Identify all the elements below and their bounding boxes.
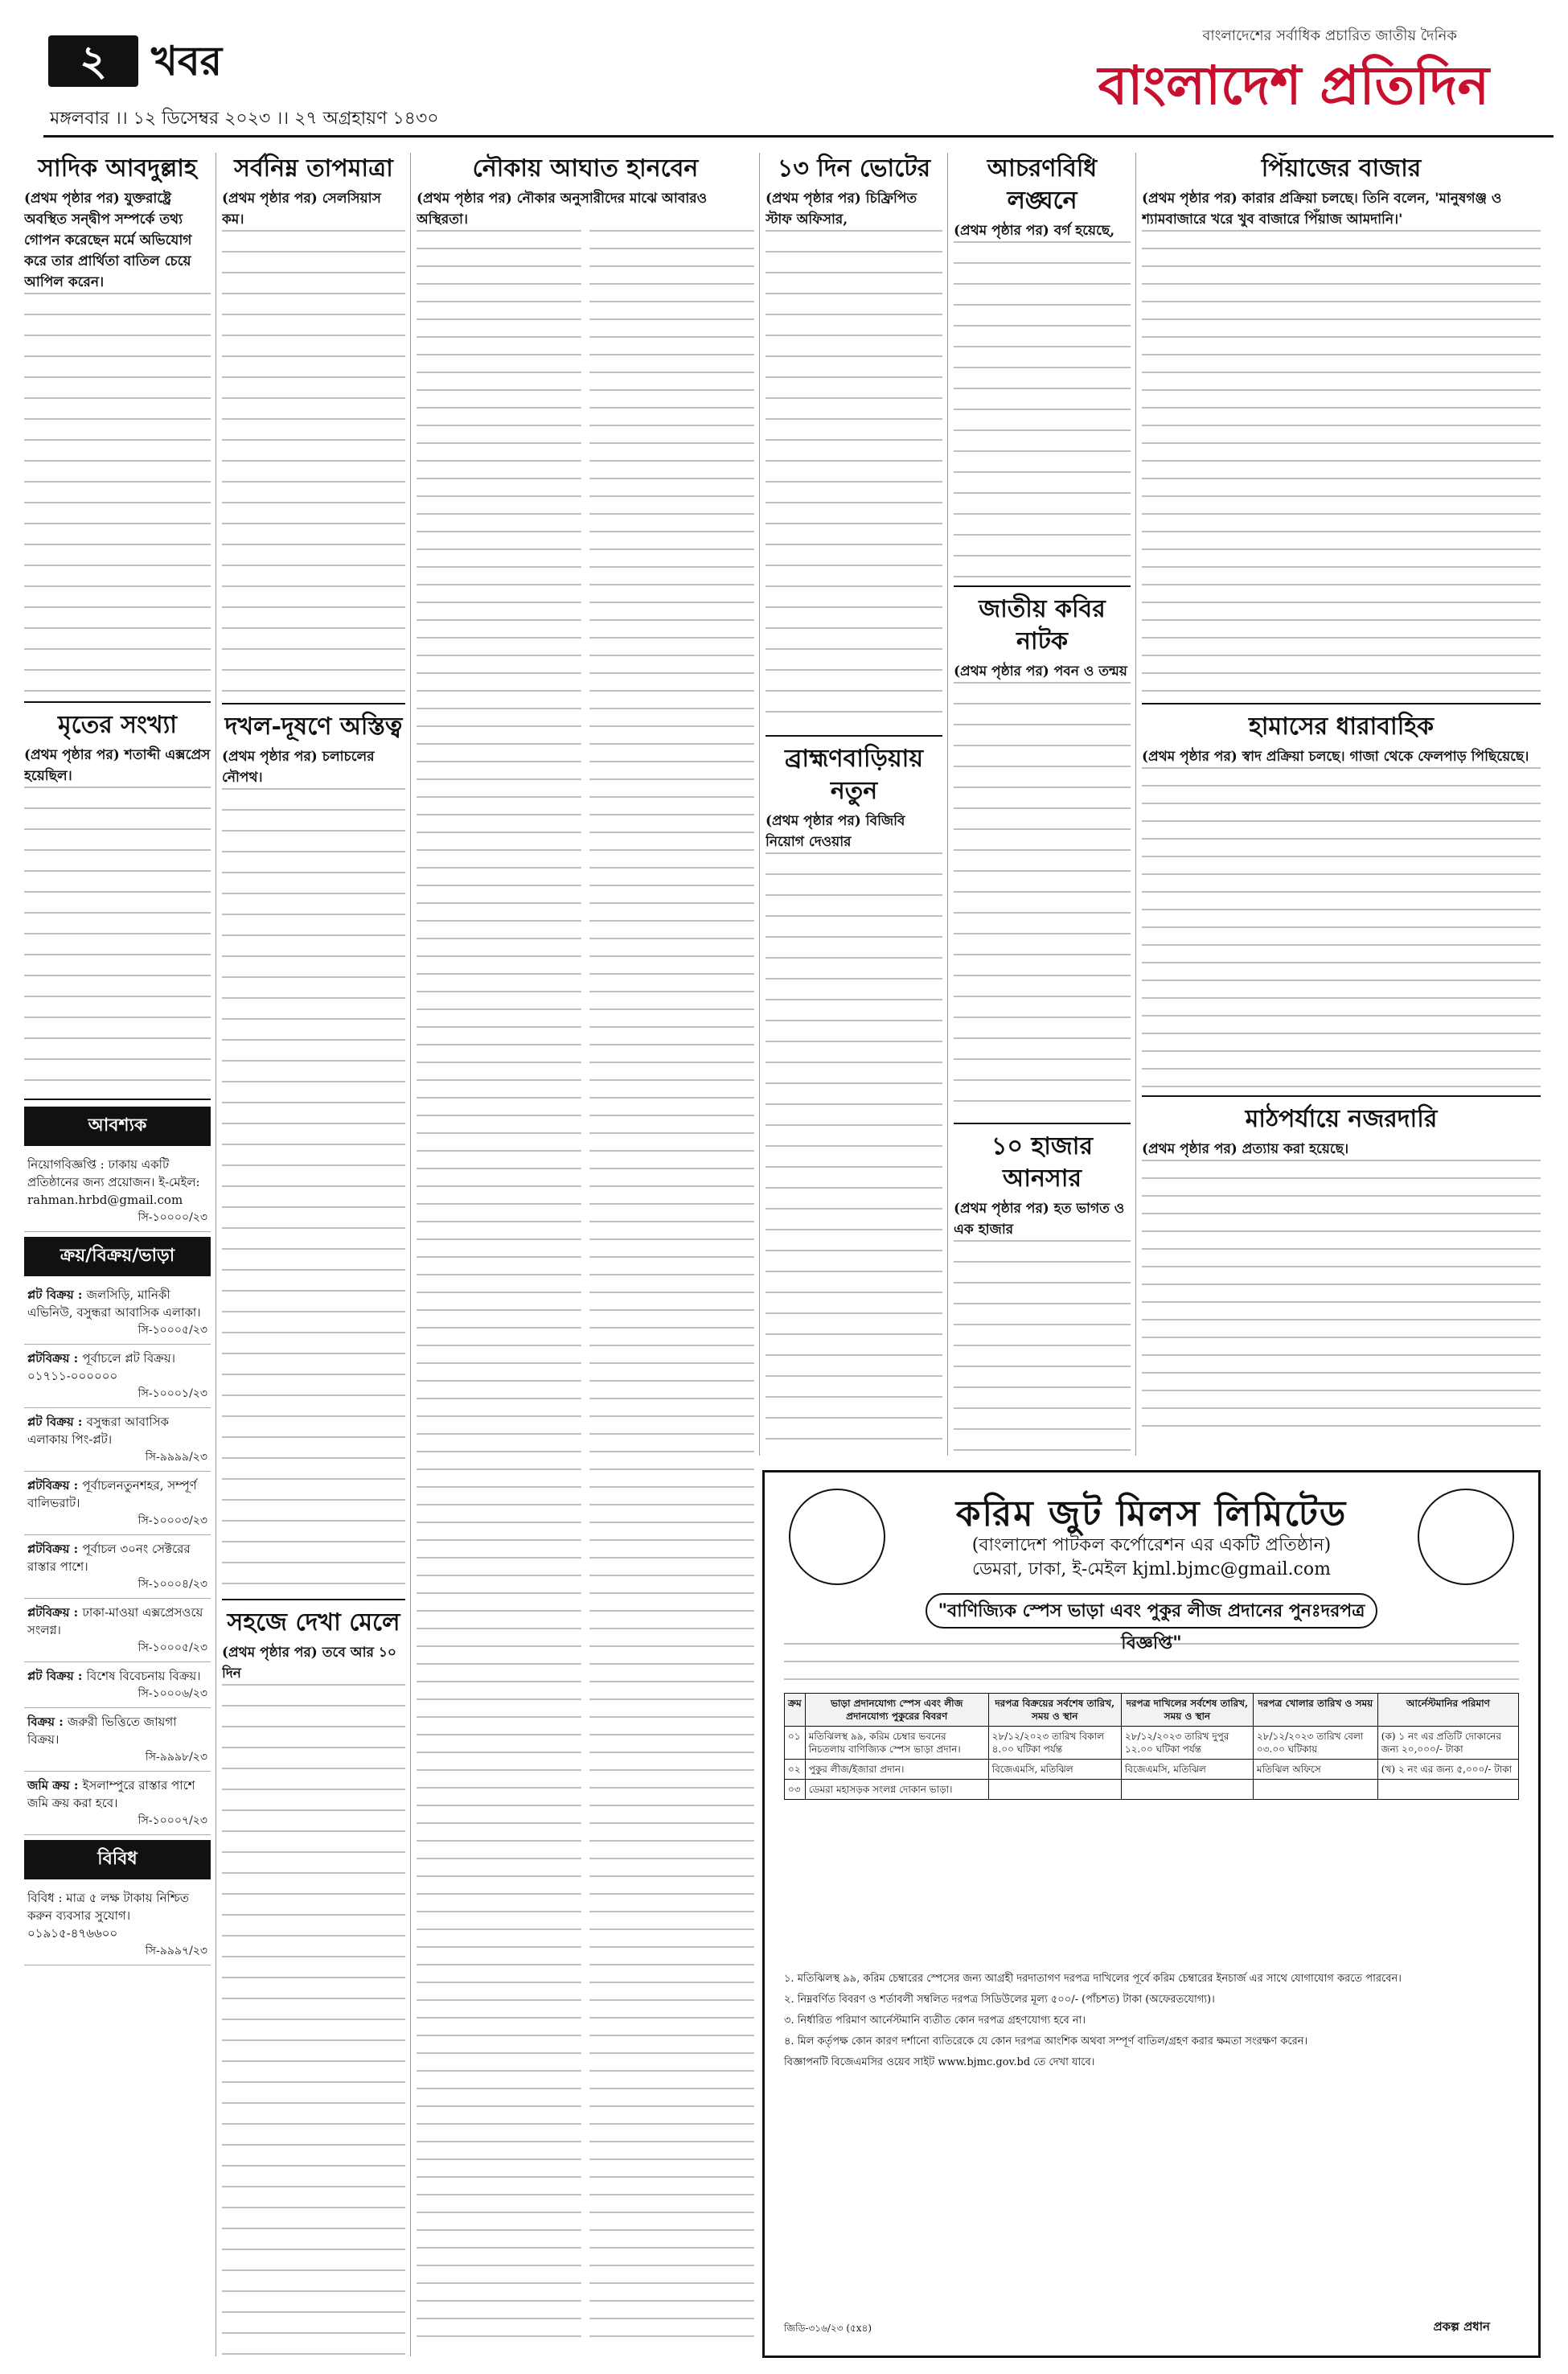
- table-cell: বিজেএমসি, মতিঝিল: [988, 1760, 1121, 1780]
- table-cell: ০১: [785, 1727, 806, 1760]
- table-header-cell: দরপত্র খোলার তারিখ ও সময়: [1253, 1694, 1377, 1727]
- classified-ref: সি-৯৯৯৮/২৩: [145, 1751, 207, 1764]
- story-headline: জাতীয় কবির নাটক: [979, 595, 1106, 655]
- classified-text: ইসলাম্পুরে রাস্তার পাশে জমি ক্রয় করা হবে।: [27, 1778, 195, 1810]
- story-headline: পিঁয়াজের বাজার: [1261, 154, 1422, 183]
- divider: [24, 1099, 211, 1100]
- bjmc-logo-icon: [789, 1489, 885, 1585]
- classified-item: [24, 1772, 211, 1835]
- table-cell: ২৮/১২/২০২৩ তারিখ বিকাল ৪.০০ ঘটিকা পর্যন্ত: [988, 1727, 1121, 1760]
- classified-ref: সি-১০০০১/২৩: [138, 1387, 207, 1400]
- divider: [954, 1123, 1131, 1124]
- table-cell: ডেমরা মহাসড়ক সংলগ্ন দোকান ভাড়া।: [805, 1780, 988, 1800]
- story-lead: (প্রথম পৃষ্ঠার পর) পবন ও তন্ময়: [954, 663, 1127, 680]
- classified-label: প্লটবিক্রয় :: [27, 1605, 83, 1620]
- classified-ref: সি-১০০০৫/২৩: [138, 1641, 207, 1654]
- story-headline: ব্রাহ্মণবাড়িয়ায় নতুন: [784, 745, 923, 805]
- table-cell: বিজেএমসি, মতিঝিল: [1121, 1760, 1253, 1780]
- column-2: [222, 153, 405, 2356]
- brand-tagline: বাংলাদেশের সর্বাধিক প্রচারিত জাতীয় দৈনিক: [1202, 27, 1457, 44]
- classified-item: [24, 1345, 211, 1408]
- brand-logo: বাংলাদেশ প্রতিদিন: [1098, 55, 1489, 117]
- classified-list: [24, 1281, 211, 1835]
- ad-note: ২. নিম্নবর্ণিত বিবরণ ও শর্তাবলী সম্বলিত দরপত্র সিডিউলের মূল্য ৫০০/- (পাঁচশত) টাকা (অফেরতযোগ্য)।: [784, 1994, 1215, 2006]
- divider: [222, 703, 405, 704]
- ad-title: করিম জুট মিলস লিমিটেড: [955, 1493, 1348, 1534]
- column-3: [417, 153, 754, 2356]
- story-body: [766, 230, 942, 729]
- table-row: [785, 1760, 1519, 1780]
- table-body: [785, 1727, 1519, 1800]
- classified-label: জমি ক্রয় :: [27, 1778, 83, 1793]
- masthead: [14, 14, 1554, 137]
- classified-label: বিক্রয় :: [27, 1715, 68, 1729]
- story-lead: (প্রথম পৃষ্ঠার পর) বিজিবি নিয়োগ দেওয়ার: [766, 813, 905, 850]
- ad-subtitle: [901, 1534, 1402, 1582]
- story-lead: (প্রথম পৃষ্ঠার পর) প্রত্যায় করা হয়েছে।: [1142, 1141, 1349, 1157]
- notice-text: নিয়োগবিজ্ঞপ্তি : ঢাকায় একটি প্রতিষ্ঠানের জন্য প্রয়োজন। ই-মেইল: rahman.hrbd@gmail.com: [27, 1157, 200, 1207]
- classified-ref: সি-৯৯৯৯/২৩: [145, 1451, 207, 1464]
- story-body: [954, 682, 1131, 1116]
- divider: [24, 701, 211, 703]
- ad-note: বিজ্ঞাপনটি বিজেএমসির ওয়েব সাইট www.bjmc.gov.bd তে দেখা যাবে।: [784, 2056, 1095, 2068]
- story-headline: মৃতের সংখ্যা: [58, 711, 177, 739]
- gear-logo-icon: [1418, 1489, 1514, 1585]
- story-lead: (প্রথম পৃষ্ঠার পর) সেলসিয়াস কম।: [222, 191, 381, 228]
- story-body: [24, 787, 211, 1092]
- classified-item: [24, 1151, 211, 1232]
- two-col-body: [417, 230, 754, 2337]
- story-body: [1142, 230, 1541, 696]
- classified-ref: সি-১০০০৪/২৩: [138, 1578, 207, 1591]
- column-7: [1142, 153, 1541, 1456]
- story-lead: (প্রথম পৃষ্ঠার পর) চিফ্রিপিত স্টাফ অফিসার,: [766, 191, 917, 228]
- ad-note: ৩. নির্ধারিত পরিমাণ আর্নেস্টমানি ব্যতীত কোন দরপত্র গ্রহণযোগ্য হবে না।: [784, 2015, 1086, 2027]
- section-label: খবর: [151, 37, 223, 84]
- page-number: ২: [48, 35, 138, 87]
- ad-signatory: প্রকল্প প্রধান: [1433, 2319, 1490, 2334]
- story-body: [589, 230, 754, 2337]
- table-cell: (ক) ১ নং এর প্রতিটি দোকানের জন্য ২০,০০০/- টাকা: [1377, 1727, 1518, 1760]
- story-body: [1142, 1160, 1541, 1433]
- notice-ref: সি-১০০০০/২৩: [138, 1211, 207, 1224]
- story-body: [766, 852, 942, 1456]
- story-body: [24, 293, 211, 695]
- story-headline: মাঠপর্যায়ে নজরদারি: [1245, 1105, 1438, 1133]
- masthead-rule: [43, 135, 1554, 138]
- table-cell: [1253, 1780, 1377, 1800]
- table-cell: ২৮/১২/২০২৩ তারিখ দুপুর ১২.০০ ঘটিকা পর্যন্ত: [1121, 1727, 1253, 1760]
- table-header-cell: দরপত্র বিক্রয়ের সর্বশেষ তারিখ, সময় ও স্থান: [988, 1694, 1121, 1727]
- classified-item: [24, 1884, 211, 1965]
- story-headline: দখল-দূষণে অস্তিত্ব: [224, 713, 403, 741]
- classified-item: [24, 1599, 211, 1662]
- ad-note: ৪. মিল কর্তৃপক্ষ কোন কারণ দর্শানো ব্যতিরেকে যে কোন দরপত্র আংশিক অথবা সম্পূর্ণ বাতিল/গ্রহণ করার ক্ষমতা সংরক্ষণ করেন।: [784, 2035, 1308, 2047]
- date-line: মঙ্গলবার ।। ১২ ডিসেম্বর ২০২৩ ।। ২৭ অগ্রহায়ণ ১৪৩০: [50, 109, 439, 129]
- story-body: [954, 241, 1131, 579]
- story-lead: (প্রথম পৃষ্ঠার পর) যুক্তরাষ্ট্রে অবস্থিত সন্দ্বীপ সম্পর্কে তথ্য গোপন করেছেন মর্মে অভিযোগ করে তার প্রার্থিতা বাতিল চেয়ে আপিল করেন।: [24, 191, 192, 290]
- classified-ref: সি-১০০০৫/২৩: [138, 1324, 207, 1337]
- classified-ref: সি-১০০০৭/২৩: [138, 1814, 207, 1827]
- story-body: [222, 230, 405, 696]
- column-rule: [215, 153, 216, 2356]
- column-rule: [759, 153, 760, 1456]
- classified-label: প্লটবিক্রয় :: [27, 1351, 83, 1366]
- table-cell: ০৩: [785, 1780, 806, 1800]
- divider: [954, 585, 1131, 587]
- story-lead: (প্রথম পৃষ্ঠার পর) নৌকার অনুসারীদের মাঝে আবারও অস্থিরতা।: [417, 191, 708, 228]
- table-cell: ২৮/১২/২০২৩ তারিখ বেলা ০৩.০০ ঘটিকায়: [1253, 1727, 1377, 1760]
- classified-item: [24, 1472, 211, 1535]
- story-lead: (প্রথম পৃষ্ঠার পর) শতাব্দী এক্সপ্রেস হয়েছিল।: [24, 747, 211, 784]
- table-header-cell: আর্নেস্টমানির পরিমাণ: [1377, 1694, 1518, 1727]
- column-rule: [947, 153, 948, 1456]
- column-6: [954, 153, 1131, 1456]
- table-header-cell: ভাড়া প্রদানযোগ্য স্পেস এবং লীজ প্রদানযোগ্য পুকুরের বিবরণ: [805, 1694, 988, 1727]
- divider: [1142, 1095, 1541, 1097]
- story-lead: (প্রথম পৃষ্ঠার পর) কারার প্রক্রিয়া চলছে। তিনি বলেন, 'মানুষগঞ্জ ও শ্যামবাজারে খরে খুব বাজারে পিঁয়াজ আমদানি।': [1142, 191, 1502, 228]
- classified-header: আবশ্যক: [24, 1107, 211, 1146]
- story-headline: সর্বনিম্ন তাপমাত্রা: [234, 154, 393, 183]
- divider: [766, 735, 942, 737]
- classified-label: প্লট বিক্রয় :: [27, 1669, 87, 1683]
- tender-advertisement: [762, 1470, 1541, 2358]
- table-cell: পুকুর লীজ/ইজারা প্রদান।: [805, 1760, 988, 1780]
- story-headline: সাদিক আবদুল্লাহ: [38, 154, 197, 183]
- story-lead: (প্রথম পৃষ্ঠার পর) হত ভাগত ও এক হাজার: [954, 1201, 1125, 1238]
- classified-text: পূর্বাচলে প্লট বিক্রয়। ০১৭১১-০০০০০০: [27, 1351, 175, 1383]
- classified-ref: সি-১০০০৬/২৩: [138, 1687, 207, 1700]
- classified-header: বিবিধ: [24, 1840, 211, 1879]
- table-cell: মতিঝিলস্থ ৯৯, করিম চেম্বার ভবনের নিচতলায় বাণিজ্যিক স্পেস ভাড়া প্রদান।: [805, 1727, 988, 1760]
- table-cell: [988, 1780, 1121, 1800]
- divider: [222, 1599, 405, 1600]
- story-body: [954, 1240, 1131, 1456]
- table-cell: মতিঝিল অফিসে: [1253, 1760, 1377, 1780]
- story-body: [222, 788, 405, 1592]
- classified-item: [24, 1281, 211, 1345]
- story-lead: (প্রথম পৃষ্ঠার পর) চলাচলের নৌপথ।: [222, 749, 375, 786]
- column-rule: [410, 153, 411, 2356]
- story-headline: আচরণবিধি লঙ্ঘনে: [987, 154, 1098, 215]
- column-rule: [1135, 153, 1136, 1456]
- table-header-row: [785, 1694, 1519, 1727]
- table-row: [785, 1780, 1519, 1800]
- tender-table: [784, 1693, 1519, 1800]
- table-row: [785, 1727, 1519, 1760]
- ad-banner: "বাণিজ্যিক স্পেস ভাড়া এবং পুকুর লীজ প্রদানের পুনঃদরপত্র বিজ্ঞপ্তি": [926, 1593, 1377, 1629]
- classified-text: পূর্বাচল ৩০নং সেক্টরের রাস্তার পাশে।: [27, 1542, 191, 1574]
- classified-item: [24, 1535, 211, 1599]
- classified-label: প্লট বিক্রয় :: [27, 1288, 87, 1302]
- classified-text: জলসিড়ি, মানিকী এভিনিউ, বসুন্ধরা আবাসিক এলাকা।: [27, 1288, 201, 1320]
- divider: [1142, 703, 1541, 704]
- story-headline: হামাসের ধারাবাহিক: [1248, 713, 1435, 741]
- ad-subtitle-line: (বাংলাদেশ পাটকল কর্পোরেশন এর একটি প্রতিষ্ঠান): [971, 1535, 1332, 1555]
- ad-intro: [784, 1643, 1519, 1685]
- classified-label: প্লট বিক্রয় :: [27, 1415, 87, 1429]
- classified-item: [24, 1408, 211, 1472]
- column-1: [24, 153, 211, 2356]
- table-cell: ০২: [785, 1760, 806, 1780]
- story-lead: (প্রথম পৃষ্ঠার পর) স্বাদ প্রক্রিয়া চলছে। গাজা থেকে ফেলপাড় পিছিয়েছে।: [1142, 749, 1529, 765]
- ad-code: জিডি-৩১৬/২৩ (৫x৪): [784, 2323, 872, 2334]
- classified-text: ঢাকা-মাওয়া এক্সপ্রেসওয়ে সংলগ্ন।: [27, 1605, 203, 1637]
- story-headline: ১০ হাজার আনসার: [991, 1132, 1093, 1193]
- classified-text: পূর্বাচলনতুনশহর, সম্পূর্ণ বালিভরাট।: [27, 1478, 197, 1510]
- misc-text: বিবিধ : মাত্র ৫ লক্ষ টাকায় নিশ্চিত করুন ব্যবসার সুযোগ। ০১৯১৫-৪৭৬৬০০: [27, 1891, 190, 1941]
- classified-label: প্লটবিক্রয় :: [27, 1542, 83, 1556]
- classified-label: প্লটবিক্রয় :: [27, 1478, 83, 1493]
- story-body: [1142, 767, 1541, 1089]
- classified-ref: সি-১০০০৩/২৩: [138, 1514, 207, 1527]
- classified-text: বিশেষ বিবেচনায় বিক্রয়।: [86, 1669, 201, 1683]
- classified-text: বসুন্ধরা আবাসিক এলাকায় পিং-প্লট।: [27, 1415, 170, 1447]
- story-lead: (প্রথম পৃষ্ঠার পর) তবে আর ১০ দিন: [222, 1645, 396, 1682]
- story-headline: নৌকায় আঘাত হানবেন: [472, 154, 699, 183]
- story-headline: ১৩ দিন ভোটের: [777, 154, 931, 183]
- column-5: [766, 153, 942, 1456]
- story-body: [417, 230, 581, 2337]
- classified-item: [24, 1662, 211, 1708]
- table-cell: (খ) ২ নং এর জন্য ৫,০০০/- টাকা: [1377, 1760, 1518, 1780]
- classified-header: ক্রয়/বিক্রয়/ভাড়া: [24, 1237, 211, 1276]
- classified-text: জরুরী ভিত্তিতে জায়গা বিক্রয়।: [27, 1715, 177, 1747]
- story-headline: সহজে দেখা মেলে: [227, 1608, 400, 1637]
- table-cell: [1121, 1780, 1253, 1800]
- classified-item: [24, 1708, 211, 1772]
- table-header-cell: ক্রম: [785, 1694, 806, 1727]
- ad-note: ১. মতিঝিলস্থ ৯৯, করিম চেম্বারের স্পেসের জন্য আগ্রহী দরদাতাগণ দরপত্র দাখিলের পূর্বে করিম চেম্বারের ইনচার্জ এর সাথে যোগাযোগ করতে পারবেন।: [784, 1973, 1402, 1985]
- misc-ref: সি-৯৯৯৭/২৩: [145, 1945, 207, 1957]
- table-cell: [1377, 1780, 1518, 1800]
- story-lead: (প্রথম পৃষ্ঠার পর) বর্গ হয়েছে,: [954, 223, 1115, 239]
- ad-notes: [784, 1971, 1519, 2076]
- ad-address: ডেমরা, ঢাকা, ই-মেইল kjml.bjmc@gmail.com: [972, 1559, 1331, 1579]
- table-header-cell: দরপত্র দাখিলের সর্বশেষ তারিখ, সময় ও স্থান: [1121, 1694, 1253, 1727]
- story-body: [222, 1684, 405, 2356]
